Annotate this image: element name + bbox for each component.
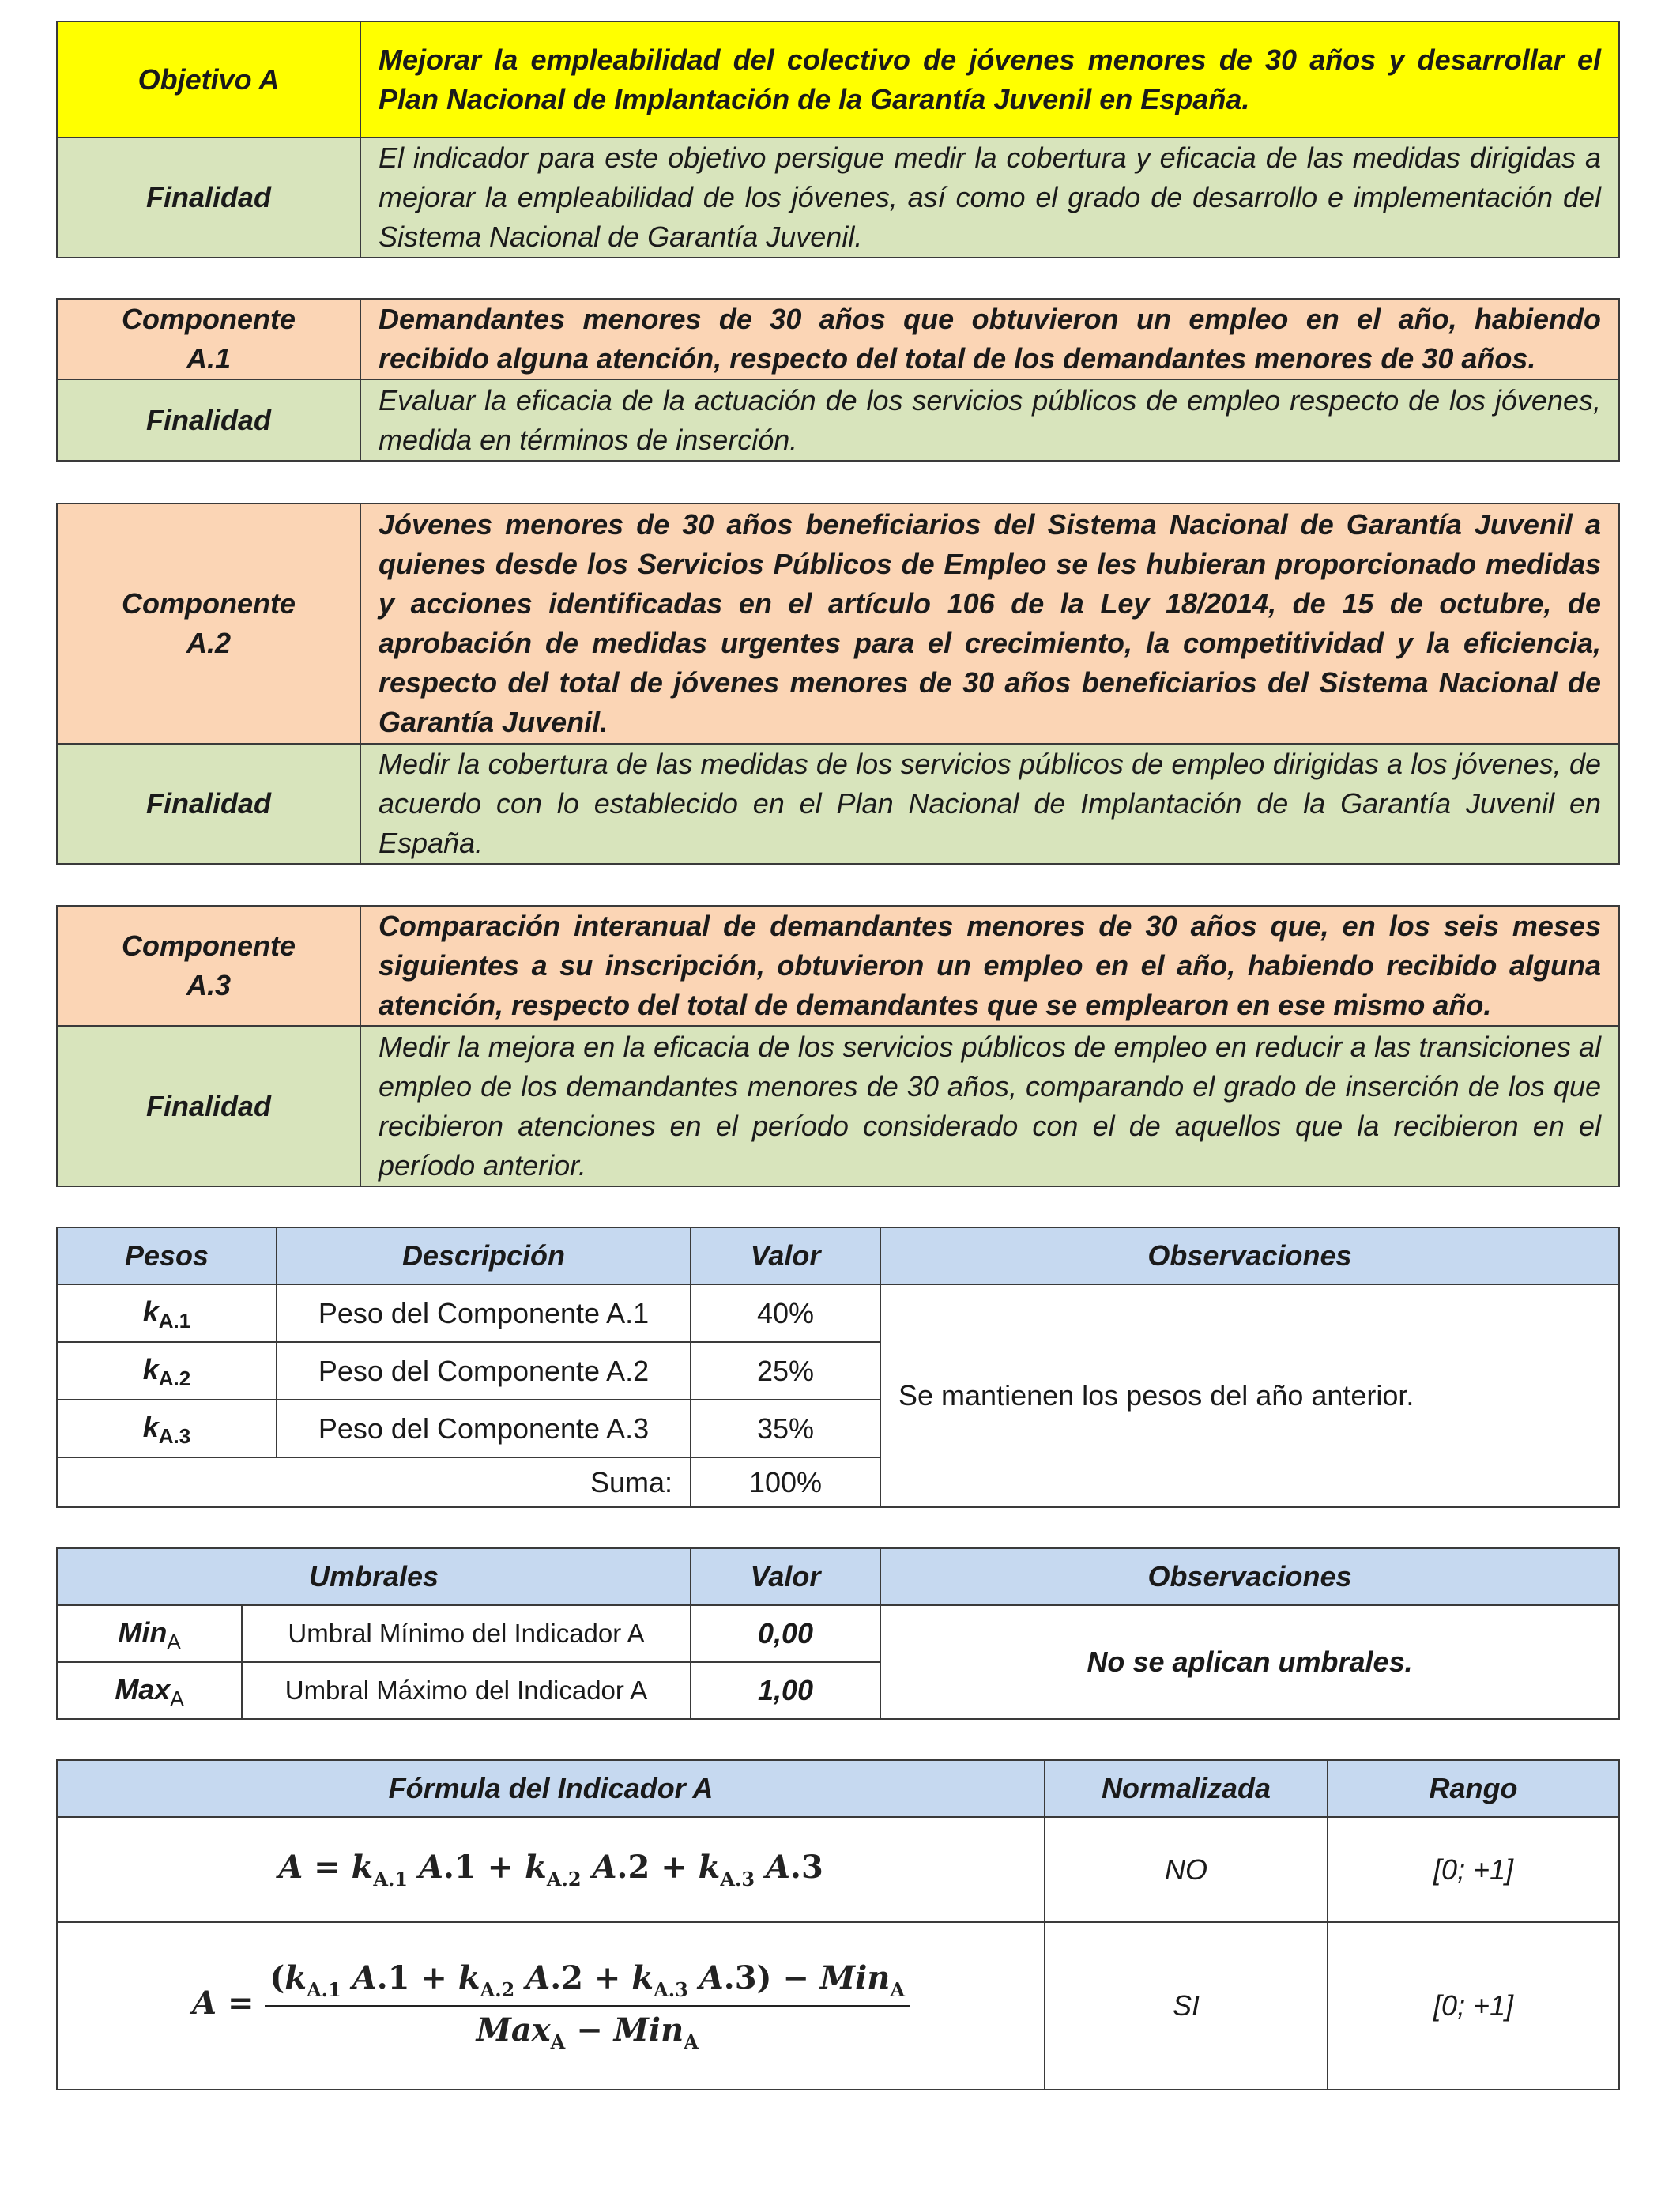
thresholds-header-observaciones: Observaciones bbox=[880, 1548, 1619, 1605]
component-title: Comparación interanual de demandantes menores de 30 años que, en los seis meses siguientes a su inscripción, obtuvieron un empleo en el año, habiendo recibido alguna atención, respecto del total de demandantes que se emplearon en ese mismo año. bbox=[360, 906, 1619, 1026]
weights-header-observaciones: Observaciones bbox=[880, 1227, 1619, 1284]
table-row bbox=[57, 1817, 1619, 1922]
component-label-line2: A.2 bbox=[186, 627, 232, 659]
weight-symbol bbox=[57, 1284, 277, 1342]
weight-description: Peso del Componente A.3 bbox=[277, 1400, 691, 1457]
weight-symbol bbox=[57, 1400, 277, 1457]
weight-symbol-sub: A.3 bbox=[158, 1424, 191, 1448]
weights-table bbox=[56, 1227, 1620, 1508]
weights-header-pesos: Pesos bbox=[57, 1227, 277, 1284]
weight-symbol bbox=[57, 1342, 277, 1400]
thresholds-observation: No se aplican umbrales. bbox=[880, 1605, 1619, 1719]
threshold-description: Umbral Máximo del Indicador A bbox=[242, 1662, 691, 1719]
thresholds-table bbox=[56, 1547, 1620, 1720]
threshold-value: 0,00 bbox=[691, 1605, 880, 1662]
formula-header-rango: Rango bbox=[1328, 1760, 1619, 1817]
formula-expression: $A = k_{A.1}$ $A.1 + k_{A.2}$ $A.2 + k_{A.3}$ A.3 bbox=[278, 1849, 823, 1891]
component-label-line1: Componente bbox=[122, 929, 296, 962]
thresholds-header-valor: Valor bbox=[691, 1548, 880, 1605]
component-purpose-label: Finalidad bbox=[57, 1026, 360, 1186]
weight-symbol-base: k bbox=[142, 1411, 159, 1443]
formula-header-formula: Fórmula del Indicador A bbox=[57, 1760, 1045, 1817]
formula-range-value: [0; +1] bbox=[1328, 1922, 1619, 2090]
component-purpose: Medir la cobertura de las medidas de los servicios públicos de empleo dirigidas a los jóvenes, de acuerdo con lo establecido en el Plan Nacional de Implantación de la Garantía Juvenil en España. bbox=[360, 744, 1619, 864]
thresholds-header-umbrales: Umbrales bbox=[57, 1548, 691, 1605]
threshold-symbol-sub: A bbox=[167, 1629, 181, 1653]
objective-title: Mejorar la empleabilidad del colectivo de jóvenes menores de 30 años y desarrollar el Plan Nacional de Implantación de la Garantía Juvenil en España. bbox=[360, 21, 1619, 138]
formula-expression-normalized: A = $\frac{(k_{A.1} A.1 + k_{A.2} A.2 + k_{A.3} A.3) - Min_A}{Max_A - Min_A}$ bbox=[192, 1985, 910, 2022]
component-label-line2: A.3 bbox=[186, 969, 232, 1001]
component-label-line1: Componente bbox=[122, 587, 296, 620]
weight-value: 40% bbox=[691, 1284, 880, 1342]
component-label bbox=[57, 906, 360, 1026]
weight-symbol-base: k bbox=[142, 1353, 159, 1385]
weight-description: Peso del Componente A.1 bbox=[277, 1284, 691, 1342]
component-title: Demandantes menores de 30 años que obtuvieron un empleo en el año, habiendo recibido alguna atención, respecto del total de los demandantes menores de 30 años. bbox=[360, 299, 1619, 379]
component-purpose: Medir la mejora en la eficacia de los servicios públicos de empleo en reducir a las transiciones al empleo de los demandantes menores de 30 años, comparando el grado de inserción de los que recibieron atenciones en el período considerado con el de aquellos que la recibieron en el período anterior. bbox=[360, 1026, 1619, 1186]
component-label bbox=[57, 299, 360, 379]
component-purpose: Evaluar la eficacia de la actuación de los servicios públicos de empleo respecto de los jóvenes, medida en términos de inserción. bbox=[360, 379, 1619, 461]
table-row bbox=[57, 1922, 1619, 2090]
weights-sum-value: 100% bbox=[691, 1457, 880, 1507]
threshold-value: 1,00 bbox=[691, 1662, 880, 1719]
formula-not-normalized bbox=[57, 1817, 1045, 1922]
weights-observation: Se mantienen los pesos del año anterior. bbox=[880, 1284, 1619, 1507]
component-label bbox=[57, 503, 360, 744]
component-purpose-label: Finalidad bbox=[57, 744, 360, 864]
weight-symbol-sub: A.1 bbox=[158, 1309, 191, 1333]
formula-table bbox=[56, 1759, 1620, 2090]
component-label-line2: A.1 bbox=[186, 342, 232, 375]
weight-symbol-base: k bbox=[142, 1295, 159, 1328]
weights-header-descripcion: Descripción bbox=[277, 1227, 691, 1284]
component-a3-table bbox=[56, 905, 1620, 1187]
component-a1-table bbox=[56, 298, 1620, 462]
table-row bbox=[57, 1605, 1619, 1662]
component-title: Jóvenes menores de 30 años beneficiarios del Sistema Nacional de Garantía Juvenil a quienes desde los Servicios Públicos de Empleo se les hubieran proporcionado medidas y acciones identificadas en el artículo 106 de la Ley 18/2014, de 15 de octubre, de aprobación de medidas urgentes para el crecimiento, la competitividad y la eficiencia, respecto del total de jóvenes menores de 30 años beneficiarios del Sistema Nacional de Garantía Juvenil. bbox=[360, 503, 1619, 744]
formula-header-normalizada: Normalizada bbox=[1045, 1760, 1328, 1817]
weight-value: 35% bbox=[691, 1400, 880, 1457]
formula-range-value: [0; +1] bbox=[1328, 1817, 1619, 1922]
weights-sum-label: Suma: bbox=[57, 1457, 691, 1507]
threshold-description: Umbral Mínimo del Indicador A bbox=[242, 1605, 691, 1662]
formula-normalized-value: SI bbox=[1045, 1922, 1328, 2090]
objective-label: Objetivo A bbox=[57, 21, 360, 138]
threshold-symbol-base: Max bbox=[115, 1672, 171, 1706]
table-row bbox=[57, 1284, 1619, 1342]
formula-normalized bbox=[57, 1922, 1045, 2090]
objective-purpose: El indicador para este objetivo persigue medir la cobertura y eficacia de las medidas dirigidas a mejorar la empleabilidad de los jóvenes, así como el grado de desarrollo e implementación del Sistema Nacional de Garantía Juvenil. bbox=[360, 138, 1619, 258]
component-a2-table bbox=[56, 503, 1620, 865]
threshold-symbol bbox=[57, 1605, 242, 1662]
formula-fraction: $\frac{(k_{A.1} A.1 + k_{A.2} A.2 + k_{A.3} A.3) - Min_A}{Max_A - Min_A}$ bbox=[265, 1958, 910, 2054]
weight-value: 25% bbox=[691, 1342, 880, 1400]
weight-description: Peso del Componente A.2 bbox=[277, 1342, 691, 1400]
weight-symbol-sub: A.2 bbox=[158, 1367, 191, 1390]
objective-purpose-label: Finalidad bbox=[57, 138, 360, 258]
formula-normalized-value: NO bbox=[1045, 1817, 1328, 1922]
threshold-symbol-sub: A bbox=[170, 1686, 184, 1710]
weights-header-valor: Valor bbox=[691, 1227, 880, 1284]
component-label-line1: Componente bbox=[122, 303, 296, 335]
threshold-symbol-base: Min bbox=[118, 1615, 168, 1649]
objective-table bbox=[56, 21, 1620, 258]
threshold-symbol bbox=[57, 1662, 242, 1719]
component-purpose-label: Finalidad bbox=[57, 379, 360, 461]
